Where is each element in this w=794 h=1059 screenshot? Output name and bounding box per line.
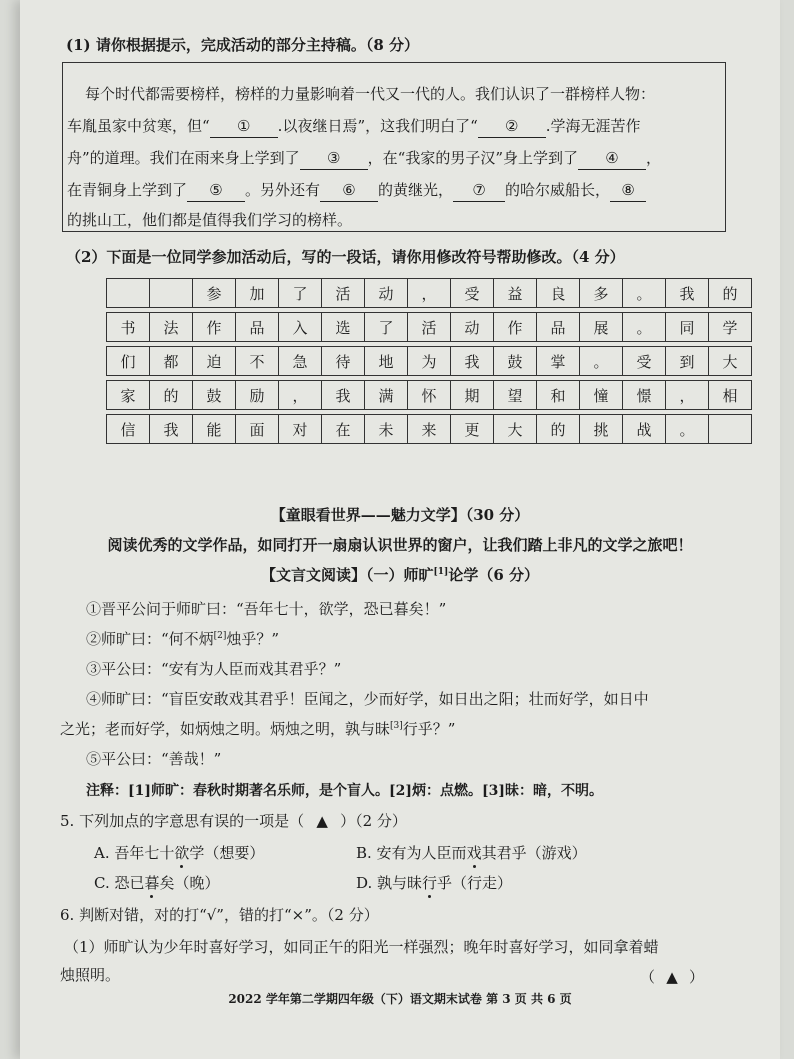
blank-8[interactable]: ⑧ [610, 179, 646, 202]
blank-1[interactable]: ① [210, 115, 278, 138]
section-title: 【童眼看世界——魅力文学】（30 分） [270, 506, 530, 524]
grid-cell: 到 [666, 347, 709, 376]
classical-p1: ①晋平公问于师旷曰：“吾年七十，欲学，恐已暮矣！” [86, 600, 447, 618]
option-text: 学（想要） [189, 844, 265, 862]
q6-item-1: （1）师旷认为少年时喜好学习，如同正午的阳光一样强烈；晚年时喜好学习，如同拿着蜡 [64, 938, 659, 956]
grid-cell: 活 [408, 313, 451, 342]
classical-p4: ④师旷曰：“盲臣安敢戏其君乎！臣闻之，少而好学，如日出之阳；壮而好学，如日中 [86, 690, 649, 708]
paren-open: （ [640, 968, 656, 986]
grid-cell: ， [408, 279, 451, 308]
grid-cell: 能 [193, 415, 236, 444]
q5-stem-text: ）（2 分） [340, 812, 407, 830]
section-intro: 阅读优秀的文学作品，如同打开一扇扇认识世界的窗户，让我们踏上非凡的文学之旅吧！ [107, 536, 693, 554]
grid-cell: 我 [150, 415, 193, 444]
grid-cell: 在 [322, 415, 365, 444]
option-text: A. 吾年七十 [94, 844, 175, 862]
grid-cell: 待 [322, 347, 365, 376]
grid-cell: 益 [494, 279, 537, 308]
grid-cell: ， [279, 381, 322, 410]
host-text: ， [646, 149, 662, 167]
grid-cell: 怀 [408, 381, 451, 410]
grid-cell: 满 [365, 381, 408, 410]
grid-cell: 信 [107, 415, 150, 444]
grid-cell: 加 [236, 279, 279, 308]
grid-row-2 [107, 313, 752, 342]
classical-p5: ⑤平公曰：“善哉！” [86, 750, 222, 768]
q5-option-a[interactable] [94, 842, 264, 863]
grid-cell: 战 [623, 415, 666, 444]
q5-option-d[interactable] [356, 872, 512, 893]
classical-p3: ③平公曰：“安有为人臣而戏其君乎？” [86, 660, 342, 678]
grid-row-3 [107, 347, 752, 376]
option-text: B. 安有为人臣而 [356, 844, 467, 862]
grid-cell: 为 [408, 347, 451, 376]
grid-cell: 大 [709, 347, 752, 376]
grid-cell [150, 279, 193, 308]
grid-cell: 。 [623, 279, 666, 308]
grid-cell: 的 [537, 415, 580, 444]
host-text: 的挑山工，他们都是值得我们学习的榜样。 [67, 211, 353, 229]
grid-cell: 动 [365, 279, 408, 308]
grid-cell: 选 [322, 313, 365, 342]
grid-cell: 们 [107, 347, 150, 376]
grid-cell: 掌 [537, 347, 580, 376]
answer-triangle-icon: ▲ [666, 968, 678, 986]
grid-cell: 家 [107, 381, 150, 410]
grid-cell: 受 [623, 347, 666, 376]
grid-cell: 大 [494, 415, 537, 444]
q5-option-b[interactable] [356, 842, 587, 863]
classical-text: ②师旷曰：“何不炳 [86, 630, 214, 648]
q1-heading: (1) 请你根据提示，完成活动的部分主持稿。（8 分） [66, 36, 420, 54]
grid-cell: 鼓 [193, 381, 236, 410]
classical-text: 行乎？” [402, 720, 456, 738]
host-text: 。另外还有 [245, 181, 321, 199]
q5-stem-text: 5. 下列加点的字意思有误的一项是（ [60, 812, 305, 830]
revision-grid [106, 278, 752, 444]
grid-cell: 品 [236, 313, 279, 342]
paren-close: ） [689, 968, 705, 986]
grid-cell: 作 [494, 313, 537, 342]
option-text: C. 恐已 [94, 874, 145, 892]
host-text: 每个时代都需要榜样，榜样的力量影响着一代又一代的人。我们认识了一群榜样人物： [85, 85, 656, 103]
classical-text: 之光；老而好学，如炳烛之明。炳烛之明，孰与昧 [60, 720, 391, 738]
q6-item-1-cont: 烛照明。 [60, 966, 121, 984]
grid-cell: 都 [150, 347, 193, 376]
footnote-marker: [3] [390, 721, 403, 731]
reading-subtitle [20, 564, 780, 585]
footnote-marker: [2] [213, 631, 227, 641]
grid-cell: 来 [408, 415, 451, 444]
grid-cell: 憧 [580, 381, 623, 410]
host-text: 的哈尔威船长， [505, 181, 611, 199]
grid-cell: 。 [623, 313, 666, 342]
host-line-1 [85, 83, 745, 105]
grid-cell: 相 [709, 381, 752, 410]
grid-cell: 不 [236, 347, 279, 376]
host-text: ，在“我家的男子汉”身上学到了 [367, 149, 579, 167]
grid-cell: 入 [279, 313, 322, 342]
grid-cell [107, 279, 150, 308]
dotted-char: 戏 [466, 844, 482, 862]
grid-cell: 同 [666, 313, 709, 342]
host-text: .以夜继日焉”，这我们明白了“ [277, 117, 478, 135]
grid-cell: 我 [666, 279, 709, 308]
grid-cell: 迫 [193, 347, 236, 376]
page-footer: 2022 学年第二学期四年级（下）语文期末试卷 第 3 页 共 6 页 [228, 992, 572, 1006]
blank-2[interactable]: ② [478, 115, 546, 138]
grid-cell: 的 [150, 381, 193, 410]
grid-cell: 面 [236, 415, 279, 444]
grid-cell: 多 [580, 279, 623, 308]
grid-cell [709, 415, 752, 444]
grid-cell: 我 [322, 381, 365, 410]
grid-cell: 活 [322, 279, 365, 308]
classical-p2 [86, 628, 279, 649]
grid-cell: 。 [580, 347, 623, 376]
grid-cell: 望 [494, 381, 537, 410]
q6-answer-slot[interactable] [640, 966, 704, 987]
grid-cell: 。 [666, 415, 709, 444]
grid-cell: 期 [451, 381, 494, 410]
grid-cell: 的 [709, 279, 752, 308]
grid-cell: 急 [279, 347, 322, 376]
option-text: D. 孰与昧 [356, 874, 423, 892]
grid-cell: 对 [279, 415, 322, 444]
footnote-marker: [1] [433, 567, 449, 577]
grid-row-4 [107, 381, 752, 410]
grid-cell: 地 [365, 347, 408, 376]
dotted-char: 欲 [174, 844, 190, 862]
grid-cell: 鼓 [494, 347, 537, 376]
host-line-4 [67, 179, 727, 202]
blank-4[interactable]: ④ [578, 147, 646, 170]
blank-5[interactable]: ⑤ [187, 179, 245, 202]
grid-row-5 [107, 415, 752, 444]
grid-cell: 我 [451, 347, 494, 376]
grid-row-1 [107, 279, 752, 308]
grid-cell: 更 [451, 415, 494, 444]
grid-cell: ， [666, 381, 709, 410]
q5-stem [60, 810, 407, 831]
grid-cell: 励 [236, 381, 279, 410]
blank-3[interactable]: ③ [300, 147, 368, 170]
grid-cell: 良 [537, 279, 580, 308]
grid-cell: 憬 [623, 381, 666, 410]
host-line-3 [67, 147, 727, 170]
grid-cell: 未 [365, 415, 408, 444]
grid-cell: 和 [537, 381, 580, 410]
option-text: 乎（行走） [437, 874, 513, 892]
grid-cell: 受 [451, 279, 494, 308]
annotation-note: 注释：[1]师旷：春秋时期著名乐师，是个盲人。[2]炳：点燃。[3]昧：暗，不明。 [86, 783, 603, 799]
blank-6[interactable]: ⑥ [320, 179, 378, 202]
answer-triangle-icon[interactable]: ▲ [316, 812, 328, 830]
grid-cell: 学 [709, 313, 752, 342]
reading-subtitle-text: 论学（6 分） [448, 566, 539, 584]
host-text: 在青铜身上学到了 [67, 181, 188, 199]
dotted-char: 暮 [144, 874, 160, 892]
host-text: 舟”的道理。我们在雨来身上学到了 [67, 149, 300, 167]
blank-7[interactable]: ⑦ [453, 179, 505, 202]
host-text: .学海无涯苦作 [545, 117, 641, 135]
grid-cell: 了 [365, 313, 408, 342]
grid-cell: 法 [150, 313, 193, 342]
option-text: 其君乎（游戏） [481, 844, 587, 862]
grid-cell: 书 [107, 313, 150, 342]
host-script-box [62, 62, 726, 232]
q6-stem: 6. 判断对错，对的打“√”，错的打“×”。（2 分） [60, 906, 379, 924]
grid-cell: 了 [279, 279, 322, 308]
host-line-2 [67, 115, 727, 138]
host-text: 车胤虽家中贫寒，但“ [67, 117, 210, 135]
exam-page [20, 0, 780, 1059]
grid-cell: 动 [451, 313, 494, 342]
q5-option-c[interactable] [94, 872, 220, 893]
grid-cell: 作 [193, 313, 236, 342]
classical-p4-cont [60, 718, 455, 739]
host-line-5 [67, 209, 727, 231]
host-text: 的黄继光， [378, 181, 454, 199]
option-text: 矣（晚） [159, 874, 220, 892]
dotted-char: 行 [422, 874, 438, 892]
grid-cell: 品 [537, 313, 580, 342]
grid-cell: 展 [580, 313, 623, 342]
q2-heading: （2）下面是一位同学参加活动后，写的一段话，请你用修改符号帮助修改。（4 分） [66, 248, 625, 266]
reading-subtitle-text: 【文言文阅读】（一）师旷 [261, 566, 434, 584]
classical-text: 烛乎？” [226, 630, 280, 648]
grid-cell: 参 [193, 279, 236, 308]
grid-cell: 挑 [580, 415, 623, 444]
